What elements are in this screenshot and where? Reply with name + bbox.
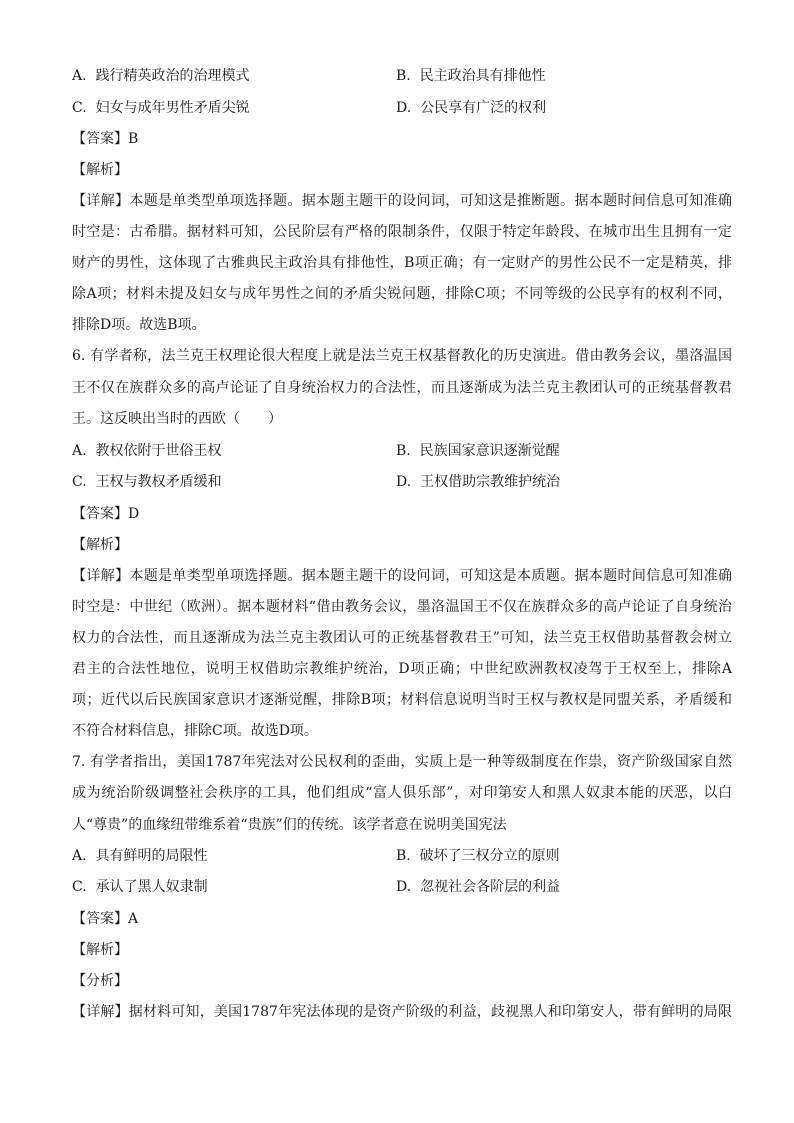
q6-option-b: B. 民族国家意识逐渐觉醒: [396, 443, 560, 459]
q7-options-row-2: [72, 877, 732, 897]
q7-stem-line: 人“尊贵”的血缘纽带维系着“贵族”们的传统。该学者意在说明美国宪法: [72, 817, 507, 833]
q6-detail-line: 不符合材料信息，排除C项。故选D项。: [72, 723, 318, 739]
q6-stem-line: 王。这反映出当时的西欧（ ）: [72, 411, 282, 427]
q6-option-d: D. 王权借助宗教维护统治: [396, 474, 561, 490]
q6-stem-line: 王不仅在族群众多的高卢论证了自身统治权力的合法性，而且逐渐成为法兰克主教团认可的正统基督教君: [72, 380, 732, 396]
q7-option-b: B. 破坏了三权分立的原则: [396, 848, 560, 864]
q5-option-b: B. 民主政治具有排他性: [396, 68, 546, 84]
q6-options-row-2: [72, 472, 732, 492]
q7-stem-line: 成为统治阶级调整社会秩序的工具，他们组成“富人俱乐部”，对印第安人和黑人奴隶本能的厌恶，以白: [72, 785, 732, 801]
q7-fenxi-label: 【分析】: [72, 973, 128, 989]
q5-options-row-2: [72, 98, 732, 118]
q5-options-row-1: [72, 66, 732, 86]
q7-detail-line: 【详解】据材料可知，美国1787年宪法体现的是资产阶级的利益，歧视黑人和印第安人，带有鲜明的局限: [72, 1004, 732, 1020]
q6-analysis-label: 【解析】: [72, 537, 128, 553]
q6-option-c: C. 王权与教权矛盾缓和: [72, 474, 222, 490]
q7-answer: 【答案】A: [72, 911, 139, 927]
q5-answer: 【答案】B: [72, 131, 139, 147]
q5-detail-line: 财产的男性，这体现了古雅典民主政治具有排他性，B项正确；有一定财产的男性公民不一定是精英，排: [72, 255, 732, 271]
q7-option-a: A. 具有鲜明的局限性: [72, 848, 208, 864]
q6-option-a: A. 教权依附于世俗王权: [72, 443, 222, 459]
q5-option-a: A. 践行精英政治的治理模式: [72, 68, 250, 84]
q5-detail-line: 排除D项。故选B项。: [72, 317, 206, 333]
q7-analysis-label: 【解析】: [72, 942, 128, 958]
q5-analysis-label: 【解析】: [72, 162, 128, 178]
q6-detail-line: 权力的合法性，而且逐渐成为法兰克主教团认可的正统基督教君王”可知，法兰克王权借助基督教会树立: [72, 630, 732, 646]
q6-detail-line: 君主的合法性地位，说明王权借助宗教维护统治，D项正确；中世纪欧洲教权凌驾于王权至上，排除A: [72, 661, 732, 677]
q5-option-d: D. 公民享有广泛的权利: [396, 100, 547, 116]
q7-option-c: C. 承认了黑人奴隶制: [72, 879, 208, 895]
q7-options-row-1: [72, 846, 732, 866]
q6-detail-line: 项；近代以后民族国家意识才逐渐觉醒，排除B项；材料信息说明当时王权与教权是同盟关系，矛盾缓和: [72, 692, 732, 708]
q5-option-c: C. 妇女与成年男性矛盾尖锐: [72, 100, 250, 116]
q5-detail-line: 除A项；材料未提及妇女与成年男性之间的矛盾尖锐问题，排除C项；不同等级的公民享有的权利不同，: [72, 286, 732, 302]
q7-option-d: D. 忽视社会各阶层的利益: [396, 879, 561, 895]
q5-detail-line: 【详解】本题是单类型单项选择题。据本题主题干的设问词，可知这是推断题。据本题时间信息可知准确: [72, 193, 732, 209]
q7-stem-line: 7. 有学者指出，美国1787年宪法对公民权利的歪曲，实质上是一种等级制度在作祟，资产阶级国家自然: [72, 754, 732, 770]
q6-stem-line: 6. 有学者称，法兰克王权理论很大程度上就是法兰克王权基督教化的历史演进。借由教务会议，墨洛温国: [72, 348, 732, 364]
q6-detail-line: 时空是：中世纪（欧洲）。据本题材料“借由教务会议，墨洛温国王不仅在族群众多的高卢论证了自身统治: [72, 599, 732, 615]
q6-detail-line: 【详解】本题是单类型单项选择题。据本题主题干的设问词，可知这是本质题。据本题时间信息可知准确: [72, 568, 732, 584]
q6-options-row-1: [72, 441, 732, 461]
q6-answer: 【答案】D: [72, 506, 140, 522]
q5-detail-line: 时空是：古希腊。据材料可知，公民阶层有严格的限制条件，仅限于特定年龄段、在城市出生且拥有一定: [72, 224, 732, 240]
